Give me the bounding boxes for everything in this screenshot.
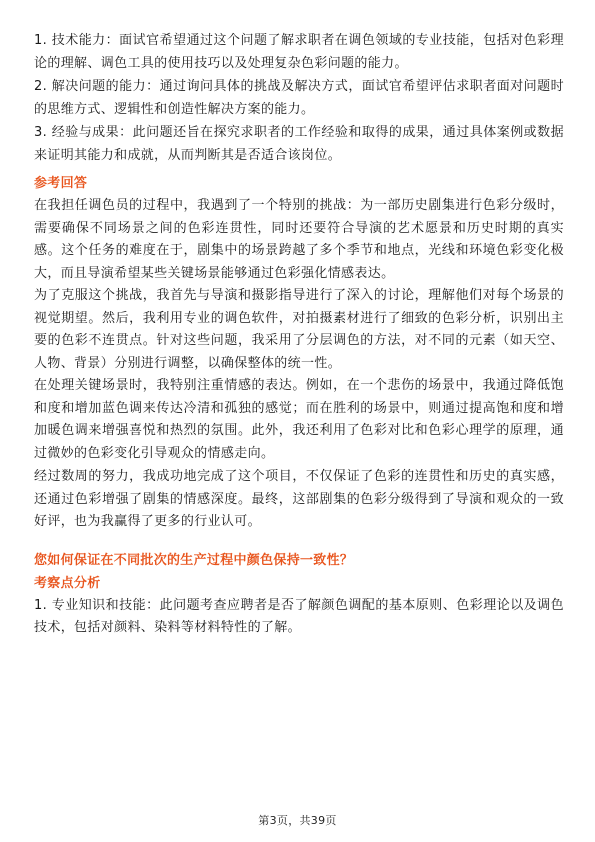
- answer-paragraph-1: 在我担任调色员的过程中，我遇到了一个特别的挑战：为一部历史剧集进行色彩分级时，需要确保不同场景之间的色彩连贯性，同时还要符合导演的艺术愿景和历史时期的真实感。这个任务的难度在于，剧集中的场景跨越了多个季节和地点，光线和环境色彩变化极大，而且导演希望某些关键场景能够通过色彩强化情感表达。: [34, 198, 564, 281]
- answer-heading: 参考回答: [34, 176, 88, 191]
- answer-paragraph-4: 经过数周的努力，我成功地完成了这个项目，不仅保证了色彩的连贯性和历史的真实感，还通过色彩增强了剧集的情感深度。最终，这部剧集的色彩分级得到了导演和观众的一致好评，也为我赢得了更多的行业认可。: [34, 469, 564, 529]
- assessment-point-1: 1. 技术能力：面试官希望通过这个问题了解求职者在调色领域的专业技能，包括对色彩理论的理解、调色工具的使用技巧以及处理复杂色彩问题的能力。: [34, 33, 564, 71]
- question-heading: 您如何保证在不同批次的生产过程中颜色保持一致性？: [34, 552, 354, 568]
- answer-paragraph-2: 为了克服这个挑战，我首先与导演和摄影指导进行了深入的讨论，理解他们对每个场景的视觉期望。然后，我利用专业的调色软件，对拍摄素材进行了细致的色彩分析，识别出主要的色彩不连贯点。针对这些问题，我采用了分层调色的方法，对不同的元素（如天空、人物、背景）分别进行调整，以确保整体的统一性。: [34, 288, 564, 371]
- assessment-point-3: 3. 经验与成果：此问题还旨在探究求职者的工作经验和取得的成果，通过具体案例或数据来证明其能力和成就，从而判断其是否适合该岗位。: [34, 125, 564, 163]
- analysis-heading: 考察点分析: [34, 575, 101, 591]
- analysis-point-1: 1. 专业知识和技能：此问题考查应聘者是否了解颜色调配的基本原则、色彩理论以及调色技术，包括对颜料、染料等材料特性的了解。: [34, 597, 564, 635]
- page-footer: 第3页，共39页: [258, 814, 337, 827]
- page-content: [34, 30, 564, 640]
- answer-paragraph-3: 在处理关键场景时，我特别注重情感的表达。例如，在一个悲伤的场景中，我通过降低饱和度和增加蓝色调来传达冷清和孤独的感觉；而在胜利的场景中，则通过提高饱和度和增加暖色调来增强喜悦和热烈的氛围。此外，我还利用了色彩对比和色彩心理学的原理，通过微妙的色彩变化引导观众的情感走向。: [34, 378, 564, 461]
- assessment-point-2: 2. 解决问题的能力：通过询问具体的挑战及解决方式，面试官希望评估求职者面对问题时的思维方式、逻辑性和创造性解决方案的能力。: [34, 79, 564, 117]
